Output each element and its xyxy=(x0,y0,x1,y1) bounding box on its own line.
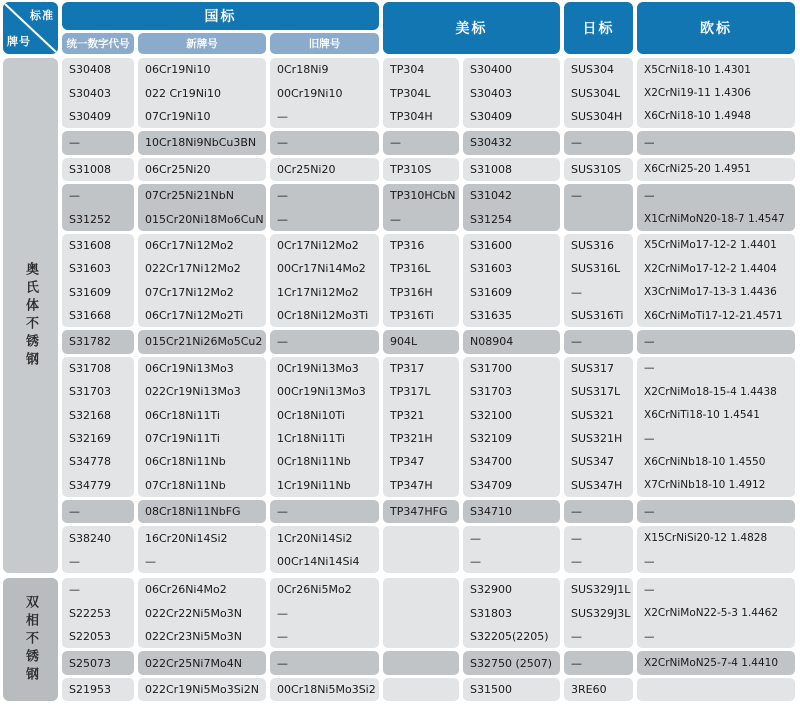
cell-unified-number: S30409 xyxy=(62,105,134,128)
table-row xyxy=(62,281,797,304)
row-group-highlight xyxy=(62,131,797,154)
cell-en-grade: — xyxy=(637,184,795,207)
cell-new-grade: 06Cr17Ni12Mo2 xyxy=(138,234,266,257)
cell-jis-grade: — xyxy=(564,330,633,353)
cell-new-grade: 07Cr19Ni11Ti xyxy=(138,427,266,450)
cell-uns-number: S32750 (2507) xyxy=(463,651,560,674)
cell-unified-number: S38240 xyxy=(62,526,134,549)
cell-uns-number: S31700 xyxy=(463,357,560,380)
cell-jis-grade: — xyxy=(564,526,633,549)
cell-new-grade: 07Cr18Ni11Nb xyxy=(138,474,266,497)
cell-old-grade: 00Cr18Ni5Mo3Si2 xyxy=(270,678,379,701)
cell-old-grade: — xyxy=(270,207,379,230)
cell-uns-number: S30409 xyxy=(463,105,560,128)
table-row xyxy=(62,257,797,280)
cell-jis-grade: SUS310S xyxy=(564,158,633,181)
cell-new-grade: 07Cr17Ni12Mo2 xyxy=(138,281,266,304)
cell-en-grade: — xyxy=(637,578,795,601)
cell-jis-grade: 3RE60 xyxy=(564,678,633,701)
cell-uns-number: S31603 xyxy=(463,257,560,280)
cell-jis-grade: SUS321H xyxy=(564,427,633,450)
cell-en-grade: — xyxy=(637,625,795,648)
gb-standard-header: 国标 xyxy=(62,2,379,30)
cell-old-grade: — xyxy=(270,131,379,154)
cell-new-grade: 07Cr19Ni10 xyxy=(138,105,266,128)
cell-new-grade: 06Cr18Ni11Nb xyxy=(138,450,266,473)
cell-jis-grade: SUS347 xyxy=(564,450,633,473)
cell-astm-grade: TP304L xyxy=(383,81,459,104)
cell-unified-number: S30403 xyxy=(62,81,134,104)
cell-new-grade: 022Cr19Ni5Mo3Si2N xyxy=(138,678,266,701)
cell-uns-number: S31703 xyxy=(463,380,560,403)
cell-astm-grade: TP321H xyxy=(383,427,459,450)
row-group-highlight xyxy=(62,330,797,353)
section-duplex xyxy=(3,578,797,701)
section-label-duplex xyxy=(3,578,58,701)
cell-uns-number: S32100 xyxy=(463,403,560,426)
table-row xyxy=(62,625,797,648)
cell-en-grade: X7CrNiNb18-10 1.4912 xyxy=(637,474,795,497)
cell-jis-grade: — xyxy=(564,625,633,648)
row-group-highlight xyxy=(62,500,797,523)
cell-new-grade: 06Cr25Ni20 xyxy=(138,158,266,181)
section-rows xyxy=(62,58,797,573)
table-row xyxy=(62,380,797,403)
corner-cell xyxy=(3,2,58,54)
row-group xyxy=(62,526,797,573)
cell-old-grade: 0Cr25Ni20 xyxy=(270,158,379,181)
cell-astm-grade: — xyxy=(383,131,459,154)
cell-unified-number: — xyxy=(62,131,134,154)
table-row xyxy=(62,578,797,601)
subheader-old-grade: 旧牌号 xyxy=(270,33,379,54)
cell-uns-number: S31500 xyxy=(463,678,560,701)
cell-astm-grade: — xyxy=(383,207,459,230)
table-row xyxy=(62,81,797,104)
cell-astm-grade: TP316H xyxy=(383,281,459,304)
table-row xyxy=(62,105,797,128)
cell-uns-number: S32109 xyxy=(463,427,560,450)
cell-jis-grade: — xyxy=(564,281,633,304)
cell-new-grade: 06Cr26Ni4Mo2 xyxy=(138,578,266,601)
subheader-new-grade: 新牌号 xyxy=(138,33,266,54)
cell-unified-number: S32168 xyxy=(62,403,134,426)
cell-new-grade: 022 Cr19Ni10 xyxy=(138,81,266,104)
cell-en-grade: X6CrNiNb18-10 1.4550 xyxy=(637,450,795,473)
cell-new-grade: 06Cr19Ni13Mo3 xyxy=(138,357,266,380)
cell-unified-number: S25073 xyxy=(62,651,134,674)
cell-old-grade: 0Cr18Ni9 xyxy=(270,58,379,81)
subheader-unified-number: 统一数字代号 xyxy=(62,33,134,54)
cell-uns-number: — xyxy=(463,550,560,573)
cell-astm-grade xyxy=(383,651,459,674)
cell-unified-number: S31782 xyxy=(62,330,134,353)
cell-astm-grade xyxy=(383,578,459,601)
cell-new-grade: 06Cr17Ni12Mo2Ti xyxy=(138,304,266,327)
cell-astm-grade xyxy=(383,550,459,573)
table-row xyxy=(62,427,797,450)
cell-uns-number: S32205(2205) xyxy=(463,625,560,648)
cell-en-grade: X2CrNiMoN25-7-4 1.4410 xyxy=(637,651,795,674)
cell-unified-number: S30408 xyxy=(62,58,134,81)
table-row xyxy=(62,207,797,230)
cell-new-grade: 022Cr17Ni12Mo2 xyxy=(138,257,266,280)
cell-new-grade: 015Cr21Ni26Mo5Cu2 xyxy=(138,330,266,353)
cell-uns-number: S31635 xyxy=(463,304,560,327)
cell-uns-number: S30400 xyxy=(463,58,560,81)
cell-astm-grade: TP316Ti xyxy=(383,304,459,327)
cell-en-grade: — xyxy=(637,357,795,380)
section-label-text: 双相不锈钢 xyxy=(23,594,38,685)
cell-jis-grade: SUS317L xyxy=(564,380,633,403)
cell-new-grade: 08Cr18Ni11NbFG xyxy=(138,500,266,523)
row-group xyxy=(62,357,797,497)
cell-old-grade: 0Cr18Ni10Ti xyxy=(270,403,379,426)
cell-old-grade: — xyxy=(270,184,379,207)
table-row xyxy=(62,550,797,573)
cell-uns-number: S34700 xyxy=(463,450,560,473)
cell-unified-number: — xyxy=(62,550,134,573)
section-label-austenitic xyxy=(3,58,58,573)
row-group xyxy=(62,578,797,648)
cell-jis-grade: — xyxy=(564,550,633,573)
cell-uns-number: N08904 xyxy=(463,330,560,353)
table-row xyxy=(62,602,797,625)
cell-astm-grade: TP321 xyxy=(383,403,459,426)
cell-unified-number: S31252 xyxy=(62,207,134,230)
cell-old-grade: — xyxy=(270,625,379,648)
cell-en-grade: X5CrNiMo17-12-2 1.4401 xyxy=(637,234,795,257)
cell-old-grade: — xyxy=(270,500,379,523)
cell-old-grade: 0Cr19Ni13Mo3 xyxy=(270,357,379,380)
table-header xyxy=(3,2,797,54)
table-row xyxy=(62,403,797,426)
cell-old-grade: — xyxy=(270,602,379,625)
cell-en-grade: — xyxy=(637,427,795,450)
table-row xyxy=(62,500,797,523)
cell-old-grade: — xyxy=(270,105,379,128)
cell-jis-grade: SUS316 xyxy=(564,234,633,257)
cell-new-grade: 022Cr19Ni13Mo3 xyxy=(138,380,266,403)
cell-old-grade: 1Cr20Ni14Si2 xyxy=(270,526,379,549)
cell-old-grade: 0Cr26Ni5Mo2 xyxy=(270,578,379,601)
table-row xyxy=(62,158,797,181)
cell-en-grade: X6CrNiMoTi17-12-21.4571 xyxy=(637,304,795,327)
table-row xyxy=(62,474,797,497)
eu-standard-header: 欧标 xyxy=(637,2,795,54)
cell-en-grade: X2CrNiMoN22-5-3 1.4462 xyxy=(637,602,795,625)
cell-new-grade: 10Cr18Ni9NbCu3BN xyxy=(138,131,266,154)
section-austenitic xyxy=(3,58,797,573)
cell-unified-number: S31608 xyxy=(62,234,134,257)
cell-jis-grade: SUS321 xyxy=(564,403,633,426)
table-row xyxy=(62,450,797,473)
cell-astm-grade xyxy=(383,526,459,549)
cell-jis-grade: SUS304 xyxy=(564,58,633,81)
cell-new-grade: 015Cr20Ni18Mo6CuN xyxy=(138,207,266,230)
cell-unified-number: S31603 xyxy=(62,257,134,280)
cell-en-grade: — xyxy=(637,131,795,154)
cell-unified-number: — xyxy=(62,578,134,601)
cell-jis-grade: — xyxy=(564,651,633,674)
cell-old-grade: 1Cr19Ni11Nb xyxy=(270,474,379,497)
cell-old-grade: — xyxy=(270,651,379,674)
cell-old-grade: 00Cr19Ni13Mo3 xyxy=(270,380,379,403)
cell-unified-number: S31008 xyxy=(62,158,134,181)
cell-astm-grade: TP347 xyxy=(383,450,459,473)
cell-uns-number: — xyxy=(463,526,560,549)
table-row xyxy=(62,651,797,674)
jp-standard-header: 日标 xyxy=(564,2,633,54)
cell-new-grade: 022Cr23Ni5Mo3N xyxy=(138,625,266,648)
cell-uns-number: S34710 xyxy=(463,500,560,523)
cell-jis-grade: SUS347H xyxy=(564,474,633,497)
cell-en-grade: X6CrNiTi18-10 1.4541 xyxy=(637,403,795,426)
cell-astm-grade: TP304H xyxy=(383,105,459,128)
row-group-highlight xyxy=(62,184,797,231)
cell-jis-grade: SUS329J3L xyxy=(564,602,633,625)
table-row xyxy=(62,184,797,207)
table-row xyxy=(62,678,797,701)
cell-unified-number: S31609 xyxy=(62,281,134,304)
cell-new-grade: — xyxy=(138,550,266,573)
table-row xyxy=(62,58,797,81)
cell-en-grade: X6CrNi18-10 1.4948 xyxy=(637,105,795,128)
cell-old-grade: 1Cr17Ni12Mo2 xyxy=(270,281,379,304)
cell-astm-grade: TP310HCbN xyxy=(383,184,459,207)
cell-unified-number: S31703 xyxy=(62,380,134,403)
cell-unified-number: S22253 xyxy=(62,602,134,625)
cell-new-grade: 06Cr19Ni10 xyxy=(138,58,266,81)
cell-en-grade: X3CrNiMo17-13-3 1.4436 xyxy=(637,281,795,304)
table-row xyxy=(62,304,797,327)
cell-uns-number: S30403 xyxy=(463,81,560,104)
cell-uns-number: S34709 xyxy=(463,474,560,497)
cell-astm-grade xyxy=(383,625,459,648)
cell-new-grade: 16Cr20Ni14Si2 xyxy=(138,526,266,549)
cell-unified-number: S31708 xyxy=(62,357,134,380)
cell-uns-number: S30432 xyxy=(463,131,560,154)
cell-en-grade: X1CrNiMoN20-18-7 1.4547 xyxy=(637,207,795,230)
corner-label-grade: 牌号 xyxy=(7,35,31,48)
row-group-highlight xyxy=(62,651,797,674)
cell-uns-number: S31803 xyxy=(463,602,560,625)
cell-uns-number: S32900 xyxy=(463,578,560,601)
gb-header-block xyxy=(62,2,379,54)
cell-unified-number: S21953 xyxy=(62,678,134,701)
cell-uns-number: S31008 xyxy=(463,158,560,181)
table-row xyxy=(62,131,797,154)
cell-jis-grade: — xyxy=(564,131,633,154)
cell-old-grade: 0Cr18Ni11Nb xyxy=(270,450,379,473)
cell-en-grade: X15CrNiSi20-12 1.4828 xyxy=(637,526,795,549)
cell-old-grade: 00Cr17Ni14Mo2 xyxy=(270,257,379,280)
cell-en-grade: X2CrNiMo17-12-2 1.4404 xyxy=(637,257,795,280)
cell-astm-grade: TP347HFG xyxy=(383,500,459,523)
cell-new-grade: 06Cr18Ni11Ti xyxy=(138,403,266,426)
cell-astm-grade: TP317L xyxy=(383,380,459,403)
cell-old-grade: 0Cr17Ni12Mo2 xyxy=(270,234,379,257)
cell-jis-grade: — xyxy=(564,500,633,523)
row-group xyxy=(62,678,797,701)
cell-jis-grade: SUS316L xyxy=(564,257,633,280)
cell-astm-grade: TP317 xyxy=(383,357,459,380)
us-standard-header: 美标 xyxy=(383,2,560,54)
table-row xyxy=(62,526,797,549)
cell-en-grade xyxy=(637,678,795,701)
cell-uns-number: S31600 xyxy=(463,234,560,257)
cell-en-grade: X6CrNi25-20 1.4951 xyxy=(637,158,795,181)
gb-subheaders xyxy=(62,33,379,54)
cell-unified-number: S34778 xyxy=(62,450,134,473)
cell-astm-grade xyxy=(383,678,459,701)
row-group xyxy=(62,158,797,181)
cell-unified-number: — xyxy=(62,184,134,207)
cell-en-grade: — xyxy=(637,550,795,573)
cell-en-grade: — xyxy=(637,330,795,353)
cell-jis-grade: SUS304L xyxy=(564,81,633,104)
cell-jis-grade: SUS304H xyxy=(564,105,633,128)
cell-new-grade: 022Cr22Ni5Mo3N xyxy=(138,602,266,625)
cell-old-grade: 1Cr18Ni11Ti xyxy=(270,427,379,450)
cell-jis-grade: — xyxy=(564,184,633,207)
cell-astm-grade: TP347H xyxy=(383,474,459,497)
cell-astm-grade: 904L xyxy=(383,330,459,353)
row-group xyxy=(62,234,797,328)
cell-jis-grade: SUS317 xyxy=(564,357,633,380)
cell-new-grade: 022Cr25Ni7Mo4N xyxy=(138,651,266,674)
cell-astm-grade xyxy=(383,602,459,625)
table-row xyxy=(62,330,797,353)
section-rows xyxy=(62,578,797,701)
cell-en-grade: — xyxy=(637,500,795,523)
cell-unified-number: S34779 xyxy=(62,474,134,497)
cell-new-grade: 07Cr25Ni21NbN xyxy=(138,184,266,207)
cell-uns-number: S31042 xyxy=(463,184,560,207)
cell-unified-number: S32169 xyxy=(62,427,134,450)
table-row xyxy=(62,234,797,257)
corner-label-standard: 标准 xyxy=(30,9,54,22)
cell-old-grade: — xyxy=(270,330,379,353)
cell-astm-grade: TP310S xyxy=(383,158,459,181)
row-group xyxy=(62,58,797,128)
cell-en-grade: X2CrNi19-11 1.4306 xyxy=(637,81,795,104)
cell-uns-number: S31609 xyxy=(463,281,560,304)
cell-astm-grade: TP316 xyxy=(383,234,459,257)
section-label-text: 奥氏体不锈钢 xyxy=(23,261,38,370)
cell-old-grade: 00Cr14Ni14Si4 xyxy=(270,550,379,573)
cell-jis-grade xyxy=(564,207,633,230)
cell-unified-number: S31668 xyxy=(62,304,134,327)
table-row xyxy=(62,357,797,380)
cell-old-grade: 0Cr18Ni12Mo3Ti xyxy=(270,304,379,327)
cell-en-grade: X2CrNiMo18-15-4 1.4438 xyxy=(637,380,795,403)
cell-unified-number: S22053 xyxy=(62,625,134,648)
cell-uns-number: S31254 xyxy=(463,207,560,230)
cell-jis-grade: SUS329J1L xyxy=(564,578,633,601)
cell-en-grade: X5CrNi18-10 1.4301 xyxy=(637,58,795,81)
cell-jis-grade: SUS316Ti xyxy=(564,304,633,327)
cell-astm-grade: TP304 xyxy=(383,58,459,81)
cell-astm-grade: TP316L xyxy=(383,257,459,280)
table-body xyxy=(3,58,797,701)
cell-old-grade: 00Cr19Ni10 xyxy=(270,81,379,104)
cell-unified-number: — xyxy=(62,500,134,523)
